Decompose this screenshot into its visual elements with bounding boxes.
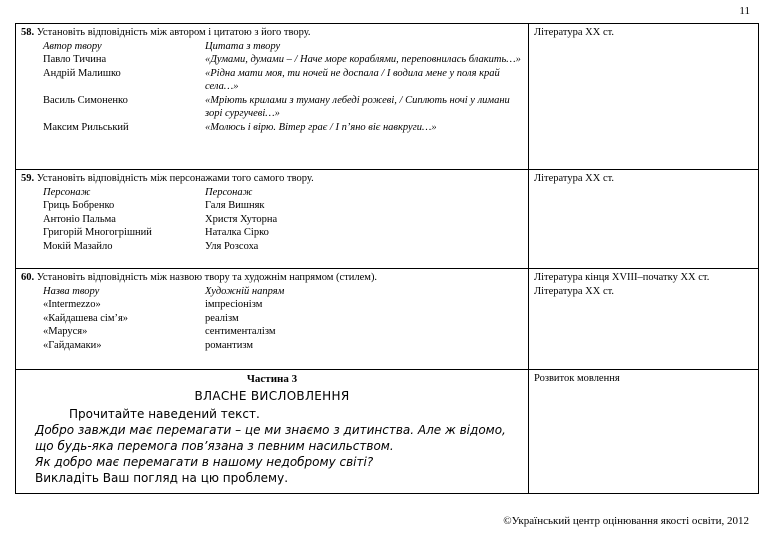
q60-col1-header: Назва твору (43, 285, 100, 297)
q59-number: 59. (21, 173, 35, 184)
q58-pairs (21, 40, 523, 135)
q58-quote-4: «Молюсь і вірю. Вітер грає / І п’яно віє навкруги…» (205, 121, 437, 133)
q58-col2-header: Цитата з твору (205, 40, 281, 52)
q60-work-3: «Маруся» (43, 326, 88, 337)
q59-left-2: Антоніо Пальма (43, 213, 116, 225)
q60-pairs (21, 285, 523, 353)
q59-text: Установіть відповідність між персонажами того самого твору. (34, 173, 314, 184)
page-number: 11 (739, 5, 750, 17)
question-60 (16, 269, 529, 370)
q58-number: 58. (21, 27, 35, 38)
q59-left-1: Гриць Бобренко (43, 200, 115, 211)
q58-category: Література ХХ ст. (529, 24, 759, 170)
question-59-row (16, 170, 759, 269)
essay-quote-2: Як добро має перемагати в нашому недоброму світі? (35, 455, 374, 469)
q60-category-2: Література ХХ ст. (534, 285, 615, 297)
q58-col1-header: Автор твору (43, 40, 102, 52)
essay-quote-1: Добро завжди має перемагати – це ми знаємо з дитинства. Але ж відомо, що будь-яка перемога пов’язана з певним насильством. (35, 423, 506, 453)
q58-author-3: Василь Симоненко (43, 94, 128, 106)
essay-text (21, 406, 523, 486)
question-59 (16, 170, 529, 269)
q59-category: Література ХХ ст. (529, 170, 759, 269)
part3-row (16, 370, 759, 494)
questions-table (15, 23, 759, 494)
q60-style-1: імпресіонізм (205, 299, 263, 310)
q59-left-4: Мокій Мазайло (43, 240, 113, 252)
essay-task: Викладіть Ваш погляд на цю проблему. (35, 471, 289, 485)
q60-style-4: романтизм (205, 339, 254, 351)
q58-author-1: Павло Тичина (43, 54, 107, 65)
question-58 (16, 24, 529, 170)
part3-title: Частина 3 (246, 373, 298, 385)
q59-right-2: Христя Хуторна (205, 213, 278, 225)
essay-instruction: Прочитайте наведений текст. (69, 407, 260, 421)
q58-quote-1: «Думами, думами – / Наче море кораблями, переповнилась блакить…» (205, 54, 521, 65)
q60-style-3: сентименталізм (205, 326, 276, 337)
q60-category (529, 269, 759, 370)
q59-right-3: Наталка Сірко (205, 227, 269, 238)
question-58-row (16, 24, 759, 170)
q60-col2-header: Художній напрям (205, 285, 285, 297)
q60-text: Установіть відповідність між назвою твору та художнім напрямом (стилем). (34, 272, 378, 283)
q60-work-2: «Кайдашева сім’я» (43, 312, 129, 324)
q59-pairs (21, 186, 523, 254)
q59-col1-header: Персонаж (43, 186, 91, 198)
q58-author-2: Андрій Малишко (43, 67, 121, 79)
q59-left-3: Григорій Многогрішний (43, 227, 152, 238)
copyright-footer: ©Український центр оцінювання якості освіти, 2012 (503, 515, 749, 527)
q60-number: 60. (21, 272, 35, 283)
part3-subtitle: ВЛАСНЕ ВИСЛОВЛЕННЯ (194, 388, 350, 403)
q59-col2-header: Персонаж (205, 186, 253, 198)
q58-author-4: Максим Рильський (43, 121, 129, 133)
q58-quote-2: «Рідна мати моя, ти ночей не доспала / І водила мене у поля край села…» (205, 67, 500, 92)
question-60-row (16, 269, 759, 370)
q58-text: Установіть відповідність між автором і цитатою з його твору. (34, 27, 311, 38)
part3-category: Розвиток мовлення (529, 370, 759, 494)
q60-work-4: «Гайдамаки» (43, 339, 102, 351)
q59-right-4: Уля Розсоха (205, 240, 259, 252)
q59-right-1: Галя Вишняк (205, 200, 265, 211)
q58-quote-3: «Мріють крилами з туману лебеді рожеві, / Сиплють ночі у лимани зорі сургучеві…» (205, 94, 510, 119)
q60-style-2: реалізм (205, 312, 239, 324)
q60-category-1: Література кінця ХVІІІ–початку ХХ ст. (534, 272, 710, 283)
part3 (16, 370, 529, 494)
q60-work-1: «Intermezzo» (43, 299, 101, 310)
